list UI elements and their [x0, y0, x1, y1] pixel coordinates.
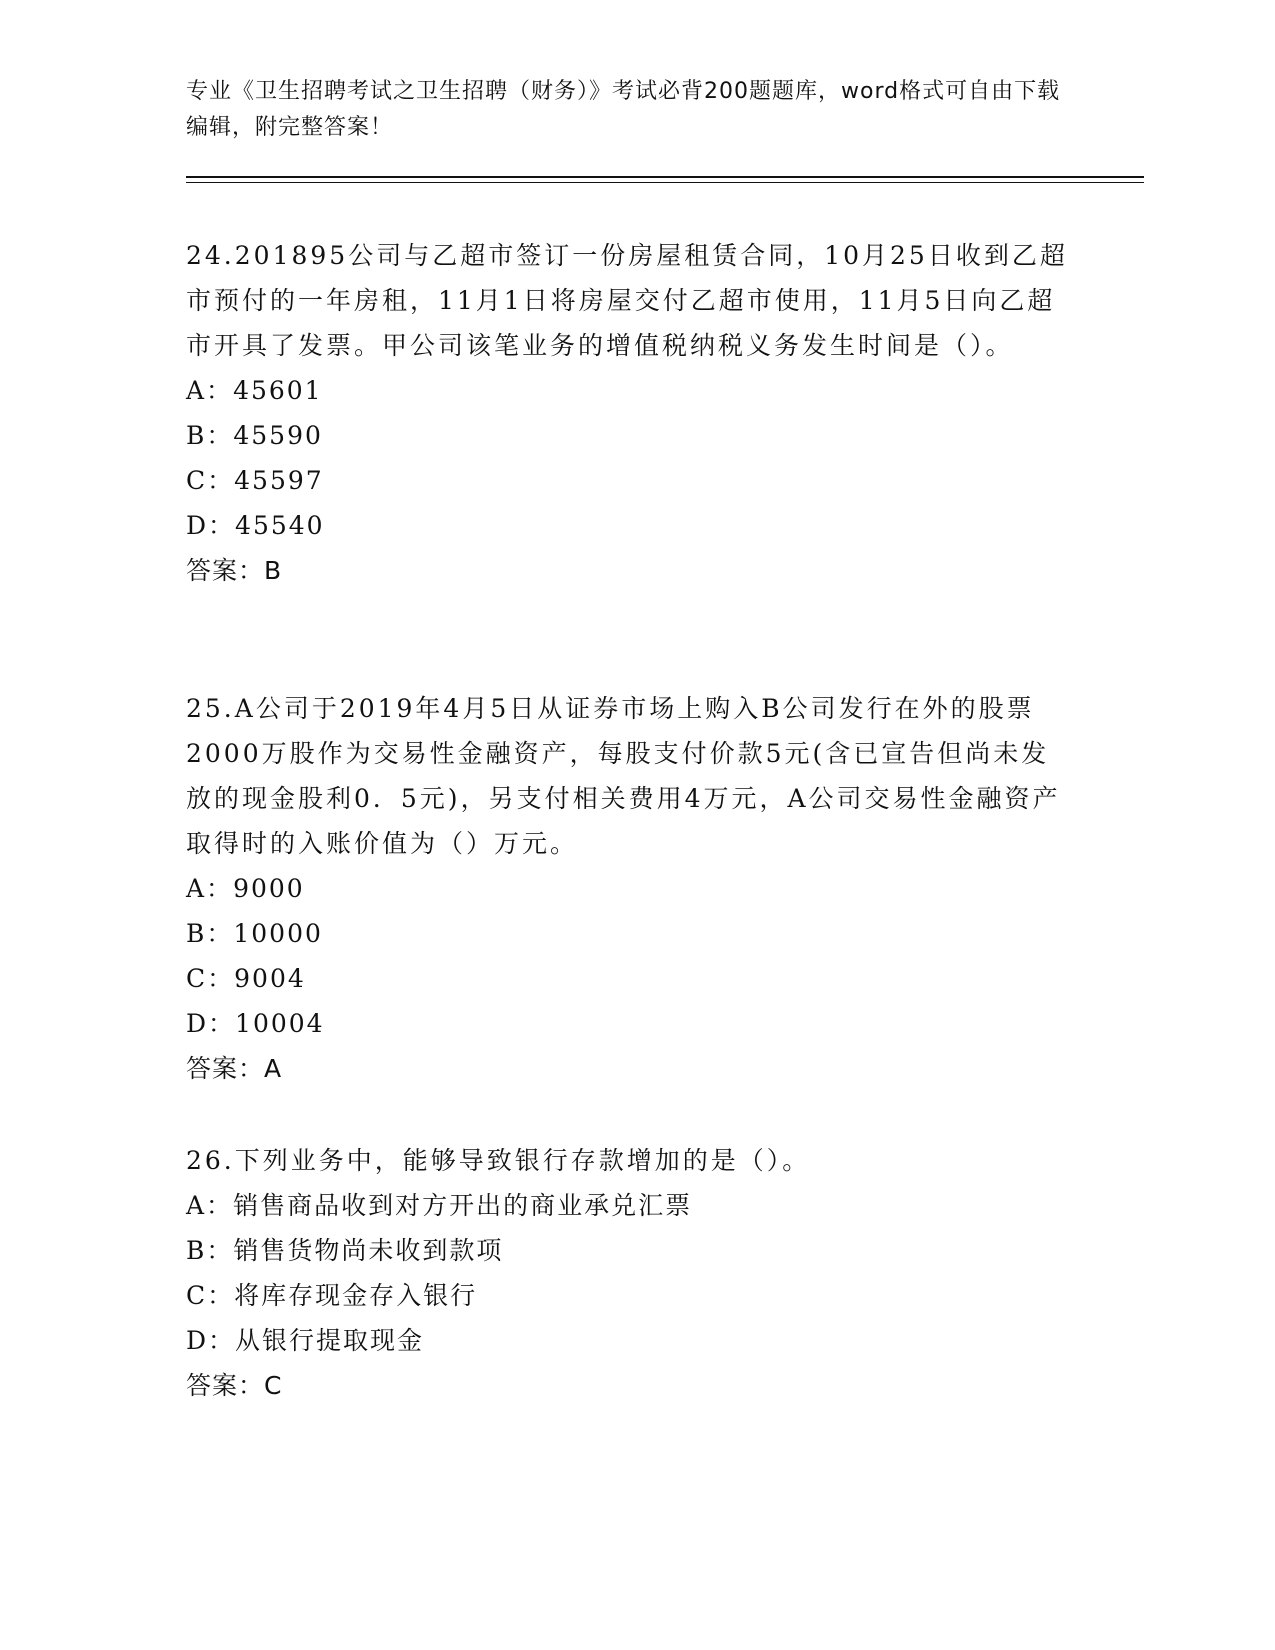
option-text: 45597	[234, 466, 324, 495]
option-key: A：	[186, 376, 234, 405]
option-key: A：	[186, 1191, 234, 1220]
option-text: 45590	[233, 421, 323, 450]
option-key: C：	[186, 466, 235, 495]
option-text: 销售商品收到对方开出的商业承兑汇票	[233, 1191, 693, 1220]
answer-line: 答案：A	[186, 1054, 283, 1083]
document-header-title: 专业《卫生招聘考试之卫生招聘（财务）》考试必背200题题库，word格式可自由下载编辑，附完整答案！	[186, 79, 1061, 140]
option-key: D：	[186, 1326, 236, 1355]
option-text: 45540	[235, 511, 325, 540]
option-text: 9000	[233, 874, 305, 903]
option-c	[186, 1273, 1076, 1318]
option-d	[186, 1001, 1076, 1046]
option-a	[186, 866, 1076, 911]
option-text: 10004	[235, 1009, 325, 1038]
answer-line: 答案：B	[186, 556, 283, 585]
option-b	[186, 413, 1076, 458]
option-key: C：	[186, 1281, 235, 1310]
option-c	[186, 956, 1076, 1001]
option-text: 将库存现金存入银行	[234, 1281, 478, 1310]
option-key: B：	[186, 919, 234, 948]
option-text: 从银行提取现金	[235, 1326, 425, 1355]
option-d	[186, 1318, 1076, 1363]
option-key: D：	[186, 1009, 236, 1038]
question-text: 25.A公司于2019年4月5日从证券市场上购入B公司发行在外的股票2000万股作为交易性金融资产，每股支付价款5元(含已宣告但尚未发放的现金股利0．5元)，另支付相关费用4万元，A公司交易性金融资产取得时的入账价值为（）万元。	[186, 694, 1061, 858]
option-key: B：	[186, 421, 234, 450]
option-a	[186, 1183, 1076, 1228]
answer-line: 答案：C	[186, 1371, 283, 1400]
option-key: B：	[186, 1236, 234, 1265]
option-b	[186, 911, 1076, 956]
question-25	[186, 686, 1076, 1091]
question-24	[186, 233, 1076, 593]
option-text: 9004	[234, 964, 306, 993]
option-key: C：	[186, 964, 235, 993]
option-a	[186, 368, 1076, 413]
option-key: D：	[186, 511, 236, 540]
question-26	[186, 1138, 1076, 1408]
question-text: 26.下列业务中，能够导致银行存款增加的是（）。	[186, 1146, 811, 1175]
header-divider-thick	[186, 176, 1144, 178]
header-divider-thin	[186, 182, 1144, 183]
option-b	[186, 1228, 1076, 1273]
option-d	[186, 503, 1076, 548]
option-c	[186, 458, 1076, 503]
option-text: 10000	[233, 919, 323, 948]
option-text: 销售货物尚未收到款项	[233, 1236, 504, 1265]
option-text: 45601	[233, 376, 323, 405]
question-text: 24.201895公司与乙超市签订一份房屋租赁合同，10月25日收到乙超市预付的一年房租，11月1日将房屋交付乙超市使用，11月5日向乙超市开具了发票。甲公司该笔业务的增值税纳税义务发生时间是（）。	[186, 241, 1068, 360]
option-key: A：	[186, 874, 234, 903]
